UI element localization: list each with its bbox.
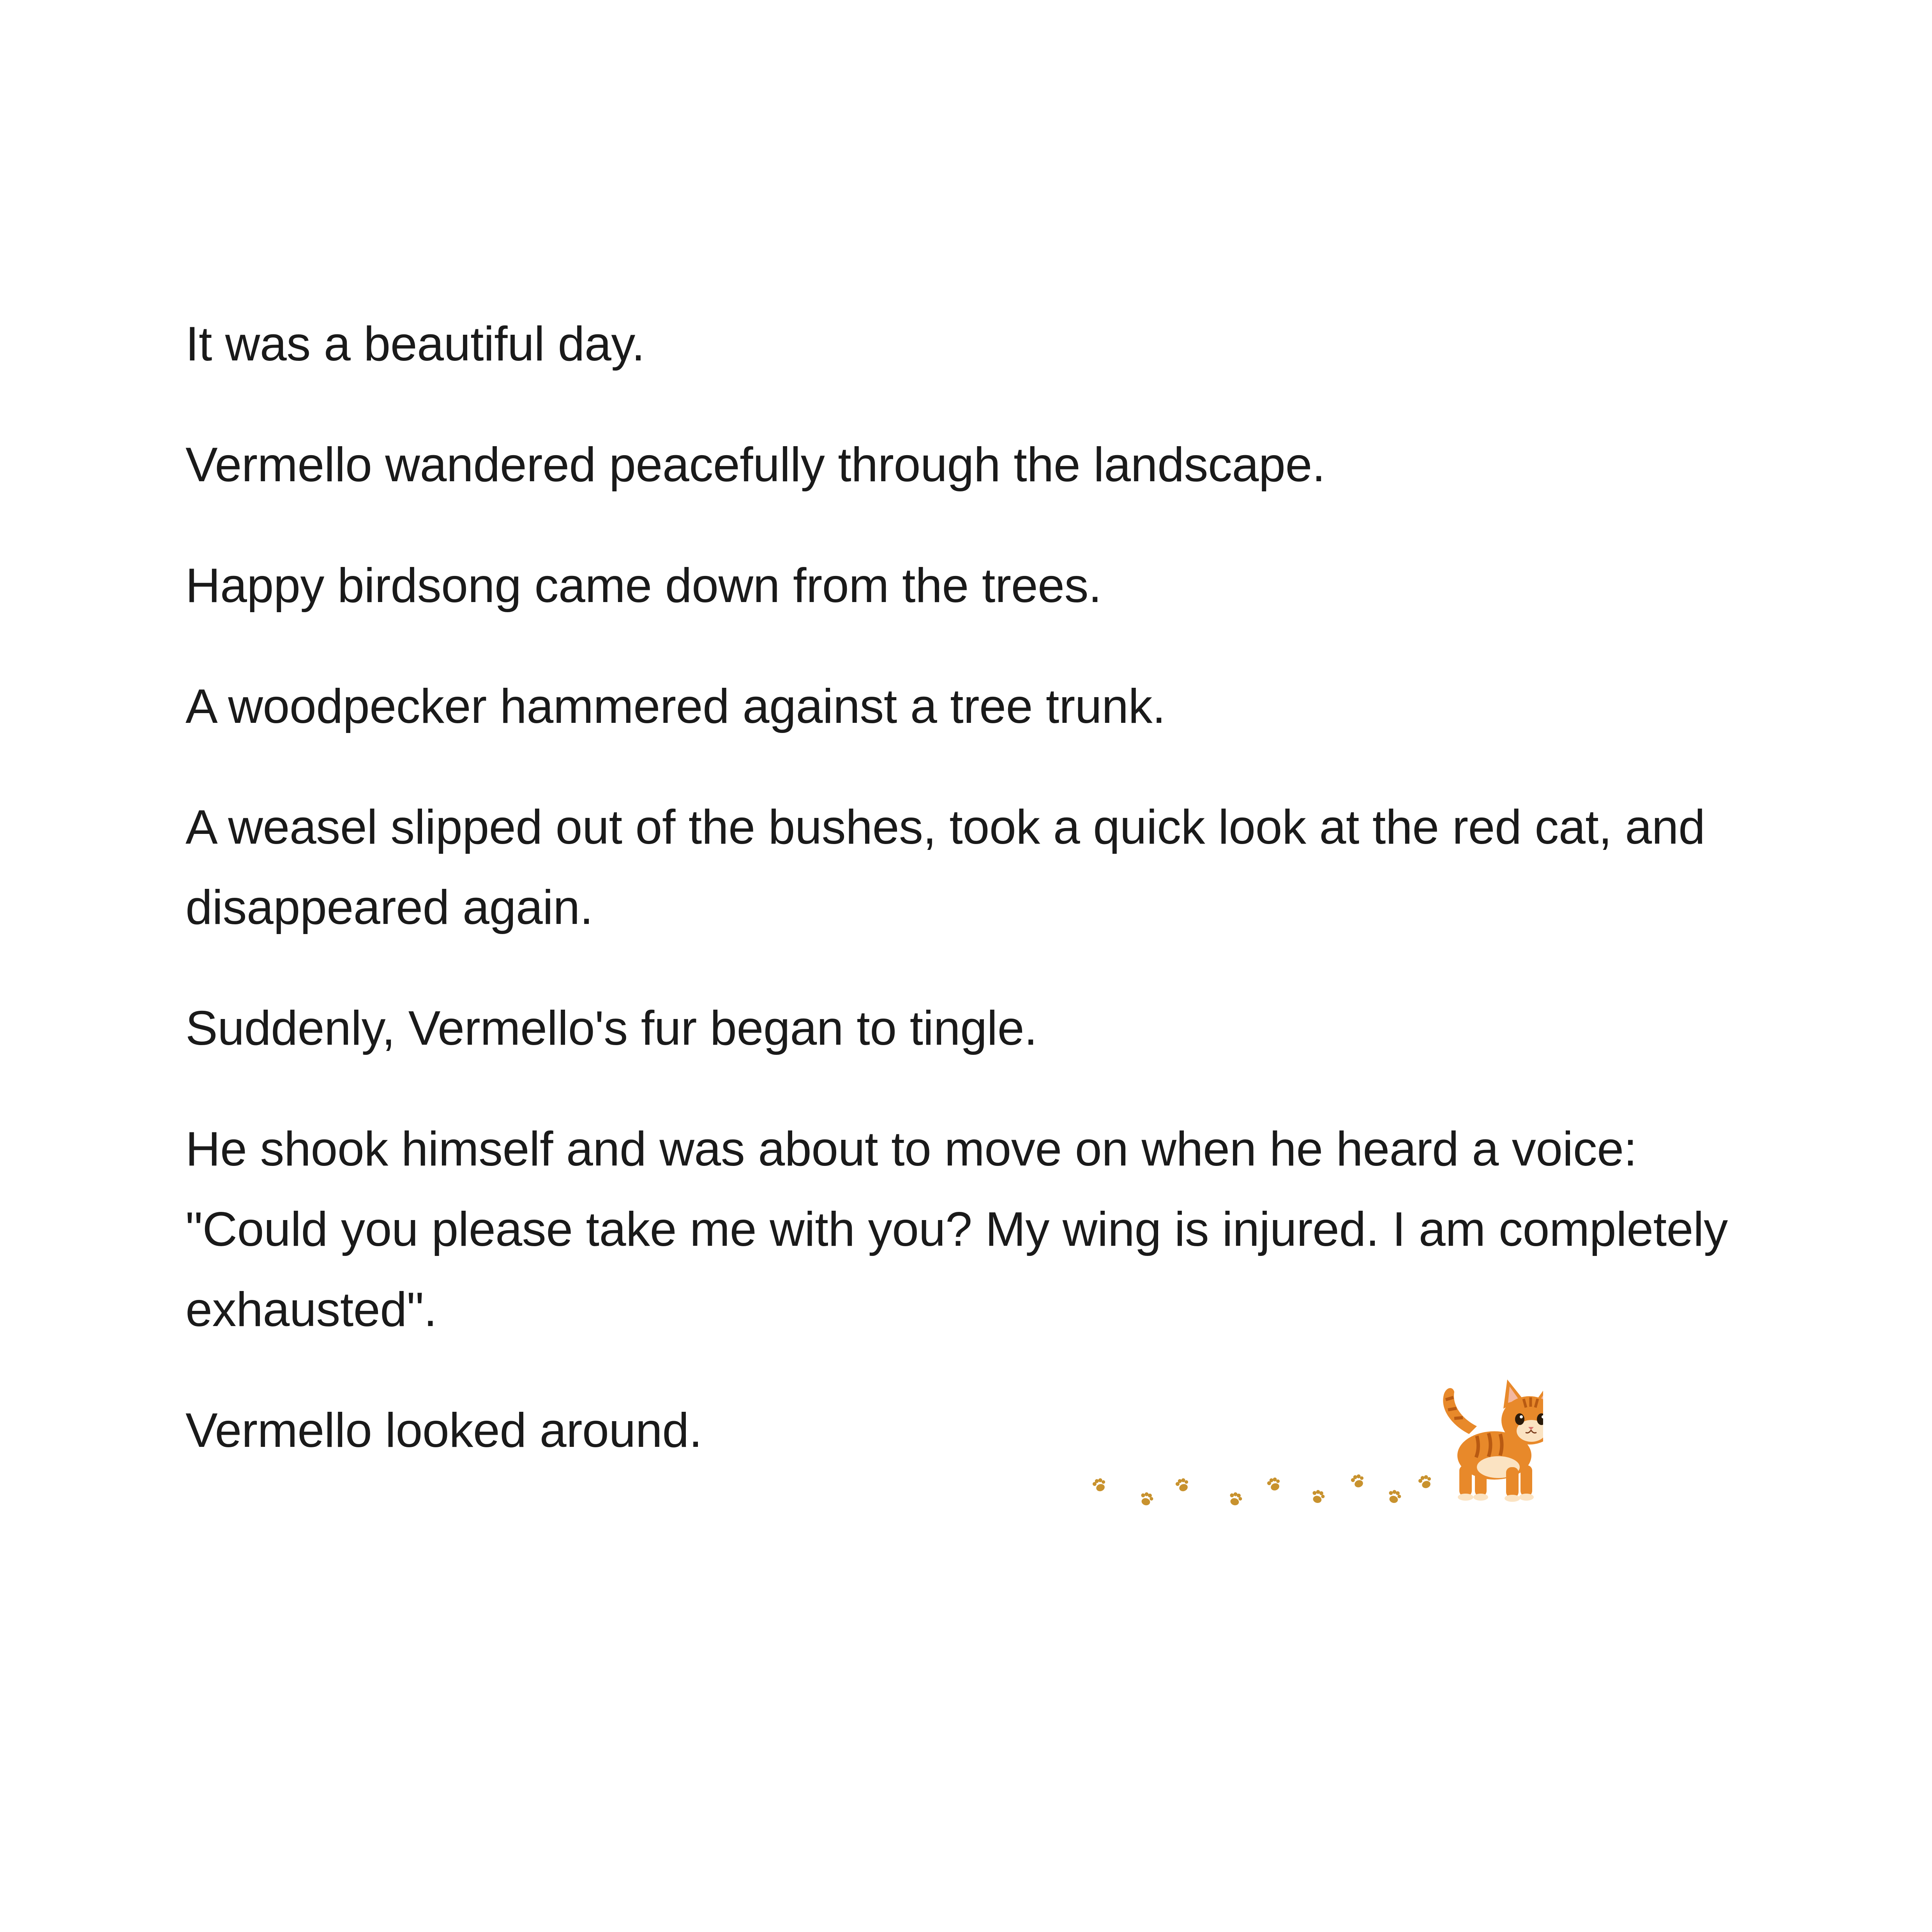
paw-print-trail (1091, 1473, 1434, 1506)
paw-print-icon (1266, 1476, 1282, 1492)
paragraph-line: A woodpecker hammered against a tree trunk. (185, 680, 1166, 733)
paragraph-line: disappeared again. (185, 881, 593, 934)
paw-print-icon (1174, 1476, 1191, 1493)
paragraph-line: Vermello looked around. (185, 1404, 702, 1457)
kitten-icon (1443, 1379, 1543, 1502)
story-text (185, 304, 1783, 1511)
paragraph-line: "Could you please take me with you? My wing is injured. I am completely (185, 1203, 1728, 1256)
paragraph-8 (185, 1390, 1783, 1471)
paragraph-line: It was a beautiful day. (185, 317, 645, 371)
paragraph-3 (185, 546, 1783, 626)
paragraph-line: Happy birdsong came down from the trees. (185, 559, 1102, 613)
paragraph-5 (185, 787, 1783, 948)
paw-print-icon (1228, 1491, 1243, 1506)
kitten-paw-trail-illustration (1075, 1372, 1543, 1535)
paragraph-line: A weasel slipped out of the bushes, took a quick look at the red cat, and (185, 800, 1705, 854)
paw-print-icon (1091, 1476, 1108, 1493)
paw-print-icon (1310, 1489, 1326, 1504)
paragraph-line: He shook himself and was about to move on when he heard a voice: (185, 1122, 1637, 1176)
paragraph-4 (185, 666, 1783, 747)
paw-print-icon (1387, 1489, 1402, 1504)
paragraph-line: exhausted". (185, 1283, 437, 1337)
paragraph-6 (185, 988, 1783, 1068)
paw-print-icon (1139, 1491, 1155, 1506)
paragraph-1 (185, 304, 1783, 384)
paragraph-line: Suddenly, Vermello's fur began to tingle. (185, 1001, 1038, 1055)
paragraph-line: Vermello wandered peacefully through the landscape. (185, 438, 1325, 492)
paragraph-2 (185, 425, 1783, 505)
paw-print-icon (1417, 1473, 1434, 1490)
paragraph-7 (185, 1109, 1783, 1350)
paw-print-icon (1350, 1473, 1366, 1489)
